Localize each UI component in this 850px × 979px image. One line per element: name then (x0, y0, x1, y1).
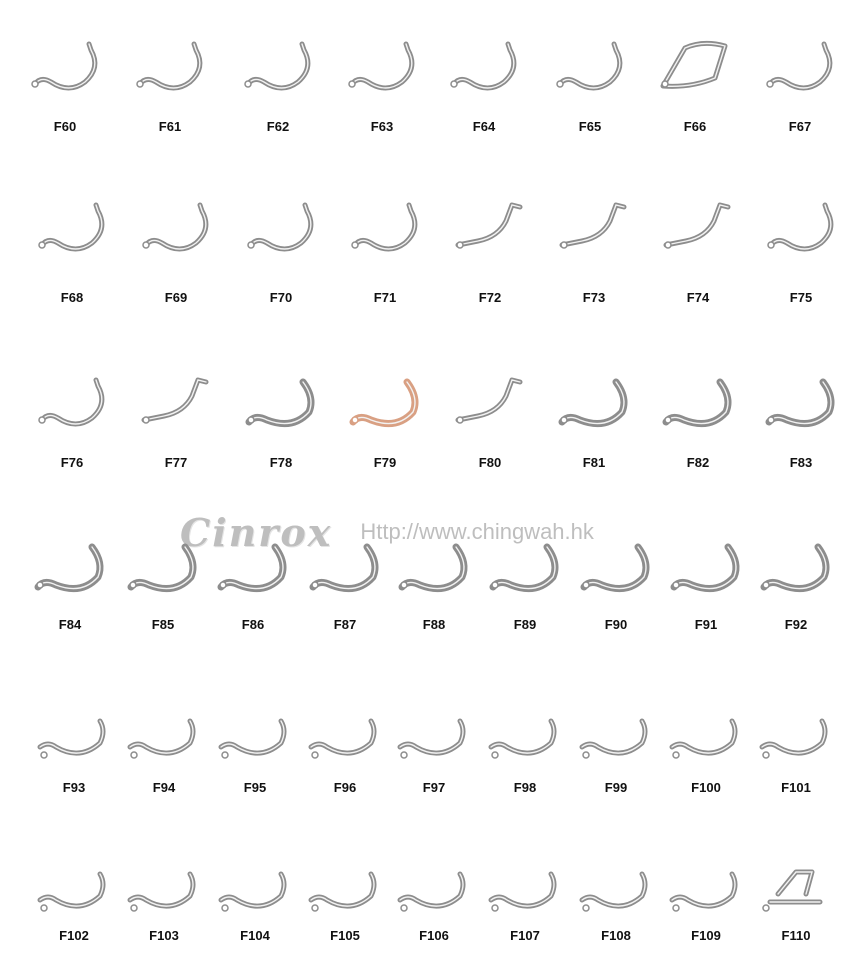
product-image-icon (550, 34, 630, 96)
product-code-label: F92 (784, 617, 808, 632)
product-item (124, 705, 204, 795)
product-code-label: F65 (578, 119, 602, 134)
product-code-label: F61 (158, 119, 182, 134)
product-image-icon (666, 535, 746, 597)
product-item (756, 858, 836, 943)
product-item (30, 535, 110, 632)
product-code-label: F85 (151, 617, 175, 632)
product-code-label: F103 (149, 928, 179, 943)
product-code-label: F97 (422, 780, 446, 795)
product-item (756, 705, 836, 795)
product-item (394, 705, 474, 795)
product-item (576, 535, 656, 632)
product-code-label: F71 (373, 290, 397, 305)
product-code-label: F60 (53, 119, 77, 134)
product-image-icon (761, 195, 841, 257)
product-image-icon (444, 34, 524, 96)
product-image-icon (485, 858, 565, 920)
product-item (345, 370, 425, 470)
product-code-label: F81 (582, 455, 606, 470)
product-item (485, 705, 565, 795)
product-image-icon (761, 370, 841, 432)
product-code-label: F76 (60, 455, 84, 470)
product-code-label: F67 (788, 119, 812, 134)
product-code-label: F107 (510, 928, 540, 943)
product-item (34, 858, 114, 943)
watermark-brand-logo: Cinrox (180, 509, 333, 555)
product-image-icon (576, 535, 656, 597)
product-code-label: F68 (60, 290, 84, 305)
product-item (215, 705, 295, 795)
product-code-label: F87 (333, 617, 357, 632)
product-code-label: F80 (478, 455, 502, 470)
product-code-label: F82 (686, 455, 710, 470)
product-code-label: F64 (472, 119, 496, 134)
product-image-icon (658, 195, 738, 257)
product-image-icon (238, 34, 318, 96)
product-image-icon (485, 705, 565, 767)
product-image-icon (34, 858, 114, 920)
product-image-icon (655, 34, 735, 96)
product-image-icon (666, 858, 746, 920)
product-code-label: F99 (604, 780, 628, 795)
watermark-url: Http://www.chingwah.hk (360, 519, 594, 544)
product-image-icon (124, 705, 204, 767)
product-code-label: F91 (694, 617, 718, 632)
product-code-label: F98 (513, 780, 537, 795)
product-code-label: F74 (686, 290, 710, 305)
product-image-icon (450, 195, 530, 257)
product-image-icon (215, 705, 295, 767)
product-image-icon (130, 34, 210, 96)
product-image-icon (34, 705, 114, 767)
product-item (756, 535, 836, 632)
product-code-label: F93 (62, 780, 86, 795)
product-image-icon (576, 705, 656, 767)
product-code-label: F104 (240, 928, 270, 943)
product-code-label: F95 (243, 780, 267, 795)
product-item (25, 34, 105, 134)
product-code-label: F96 (333, 780, 357, 795)
product-code-label: F66 (683, 119, 707, 134)
product-image-icon (32, 195, 112, 257)
product-code-label: F75 (789, 290, 813, 305)
product-item (666, 535, 746, 632)
product-item (305, 858, 385, 943)
product-item (550, 34, 630, 134)
product-code-label: F101 (781, 780, 811, 795)
product-code-label: F79 (373, 455, 397, 470)
product-item (658, 195, 738, 305)
product-item (32, 370, 112, 470)
product-code-label: F77 (164, 455, 188, 470)
product-item (655, 34, 735, 134)
product-code-label: F94 (152, 780, 176, 795)
product-image-icon (30, 535, 110, 597)
product-code-label: F78 (269, 455, 293, 470)
product-item (215, 858, 295, 943)
product-item (213, 535, 293, 632)
product-item (576, 858, 656, 943)
product-image-icon (123, 535, 203, 597)
product-code-label: F102 (59, 928, 89, 943)
product-image-icon (215, 858, 295, 920)
product-item (241, 370, 321, 470)
product-image-icon (658, 370, 738, 432)
product-image-icon (241, 195, 321, 257)
product-image-icon (345, 195, 425, 257)
product-item (761, 195, 841, 305)
product-image-icon (394, 535, 474, 597)
product-item (305, 705, 385, 795)
product-item (238, 34, 318, 134)
product-item (485, 535, 565, 632)
product-image-icon (554, 370, 634, 432)
product-item (345, 195, 425, 305)
product-item (394, 535, 474, 632)
product-image-icon (136, 370, 216, 432)
product-image-icon (394, 705, 474, 767)
product-code-label: F70 (269, 290, 293, 305)
product-code-label: F90 (604, 617, 628, 632)
product-image-icon (666, 705, 746, 767)
product-image-icon (345, 370, 425, 432)
product-image-icon (305, 535, 385, 597)
product-image-icon (756, 535, 836, 597)
product-item (666, 705, 746, 795)
product-image-icon (756, 858, 836, 920)
product-image-icon (485, 535, 565, 597)
product-code-label: F86 (241, 617, 265, 632)
product-item (658, 370, 738, 470)
product-item (576, 705, 656, 795)
product-code-label: F72 (478, 290, 502, 305)
product-item (124, 858, 204, 943)
product-item (123, 535, 203, 632)
product-item (450, 195, 530, 305)
product-item (130, 34, 210, 134)
product-item (554, 370, 634, 470)
product-image-icon (576, 858, 656, 920)
product-item (394, 858, 474, 943)
product-item (34, 705, 114, 795)
product-code-label: F106 (419, 928, 449, 943)
product-code-label: F108 (601, 928, 631, 943)
product-item (342, 34, 422, 134)
product-code-label: F105 (330, 928, 360, 943)
product-image-icon (450, 370, 530, 432)
product-code-label: F100 (691, 780, 721, 795)
product-image-icon (394, 858, 474, 920)
product-item (32, 195, 112, 305)
product-code-label: F83 (789, 455, 813, 470)
product-item (450, 370, 530, 470)
product-code-label: F110 (781, 928, 811, 943)
product-item (760, 34, 840, 134)
product-code-label: F62 (266, 119, 290, 134)
product-code-label: F73 (582, 290, 606, 305)
product-image-icon (342, 34, 422, 96)
product-image-icon (305, 858, 385, 920)
product-item (666, 858, 746, 943)
product-image-icon (305, 705, 385, 767)
product-image-icon (241, 370, 321, 432)
product-code-label: F89 (513, 617, 537, 632)
product-item (241, 195, 321, 305)
product-item (136, 370, 216, 470)
product-item (136, 195, 216, 305)
product-image-icon (213, 535, 293, 597)
product-image-icon (32, 370, 112, 432)
product-image-icon (25, 34, 105, 96)
product-item (554, 195, 634, 305)
product-code-label: F84 (58, 617, 82, 632)
product-image-icon (756, 705, 836, 767)
product-image-icon (554, 195, 634, 257)
product-image-icon (136, 195, 216, 257)
product-image-icon (760, 34, 840, 96)
product-code-label: F88 (422, 617, 446, 632)
product-item (444, 34, 524, 134)
product-code-label: F69 (164, 290, 188, 305)
product-item (485, 858, 565, 943)
product-item (761, 370, 841, 470)
product-item (305, 535, 385, 632)
product-image-icon (124, 858, 204, 920)
product-code-label: F109 (691, 928, 721, 943)
product-code-label: F63 (370, 119, 394, 134)
